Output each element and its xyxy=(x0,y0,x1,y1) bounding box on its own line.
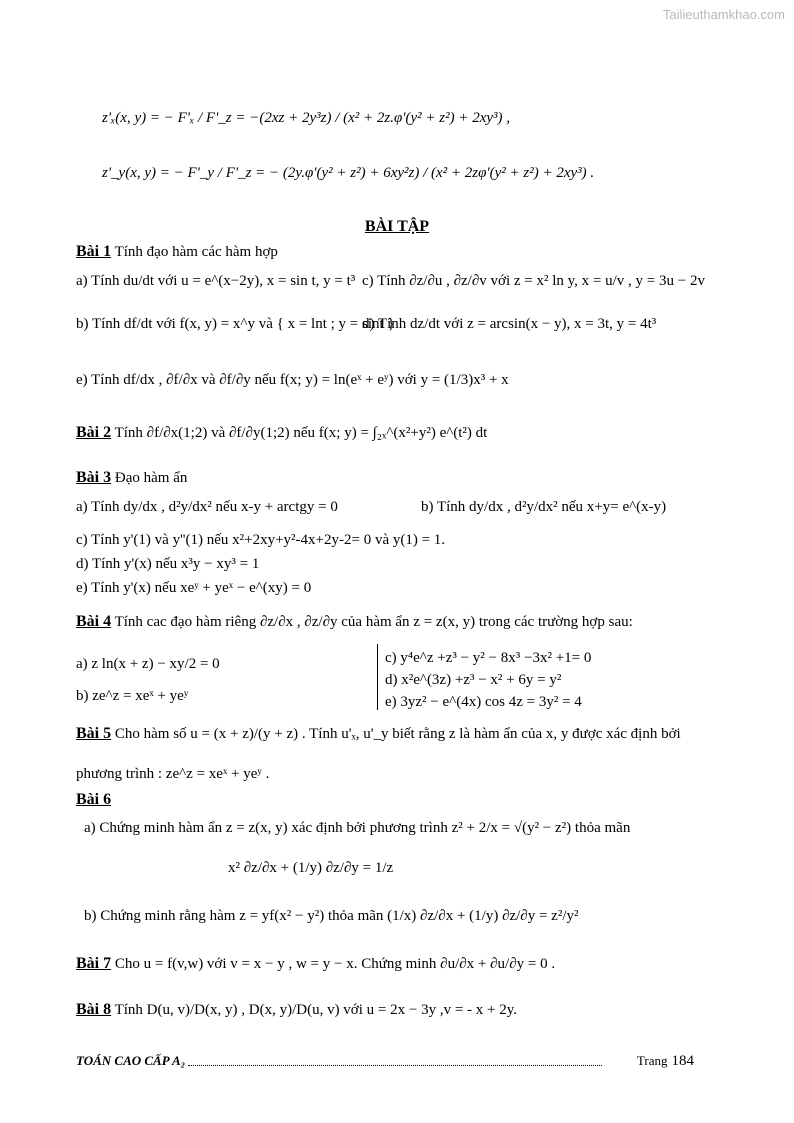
exercise-4-heading xyxy=(76,612,633,632)
exercise-6a-equation: x² ∂z/∂x + (1/y) ∂z/∂y = 1/z xyxy=(228,860,394,876)
exercise-1e: e) Tính df/dx , ∂f/∂x và ∂f/∂y nếu f(x; y) = ln(eˣ + eʸ) với y = (1/3)x³ + x xyxy=(76,372,509,388)
footer-course-title: TOÁN CAO CẤP A₂ xyxy=(76,1053,186,1068)
exercise-4-heading-text: Tính cac đạo hàm riêng ∂z/∂x , ∂z/∂y của hàm ẩn z = z(x, y) trong các trường hợp sau: xyxy=(111,614,633,630)
exercise-8-title: Bài 8 xyxy=(76,1001,112,1018)
exercise-4e: e) 3yz² − e^(4x) cos 4z = 3y² = 4 xyxy=(385,694,582,710)
page-footer xyxy=(76,1053,694,1069)
exercise-6-title: Bài 6 xyxy=(76,791,112,808)
exercise-8-text: Tính D(u, v)/D(x, y) , D(x, y)/D(u, v) với u = 2x − 3y ,v = - x + 2y. xyxy=(111,1002,518,1018)
exercise-7-text: Cho u = f(v,w) với v = x − y , w = y − x. Chứng minh ∂u/∂x + ∂u/∂y = 0 . xyxy=(111,956,556,972)
exercise-4-title: Bài 4 xyxy=(76,613,112,630)
exercise-3-title: Bài 3 xyxy=(76,469,112,486)
formula-partial-x: z'ₓ(x, y) = − F'ₓ / F'_z = −(2xz + 2y³z) / (x² + 2z.φ'(y² + z²) + 2xy³) , xyxy=(102,110,511,126)
exercise-3a: a) Tính dy/dx , d²y/dx² nếu x-y + arctgy = 0 xyxy=(76,499,338,515)
exercise-6b: b) Chứng minh rằng hàm z = yf(x² − y²) thỏa mãn (1/x) ∂z/∂x + (1/y) ∂z/∂y = z²/y² xyxy=(84,908,579,924)
footer-trang: Trang xyxy=(636,1053,668,1068)
exercise-4d: d) x²e^(3z) +z³ − x² + 6y = y² xyxy=(385,672,562,688)
exercise-2-text: Tính ∂f/∂x(1;2) và ∂f/∂y(1;2) nếu f(x; y) = ∫₂ₓ^(x²+y²) e^(t²) dt xyxy=(111,425,488,441)
exercise-3d: d) Tính y'(x) nếu x³y − xy³ = 1 xyxy=(76,556,260,572)
exercise-2-title: Bài 2 xyxy=(76,424,112,441)
exercise-1-heading-text: Tính đạo hàm các hàm hợp xyxy=(111,244,278,260)
section-title: BÀI TẬP xyxy=(364,218,430,235)
exercise-6-heading xyxy=(76,790,111,810)
exercise-3e: e) Tính y'(x) nếu xeʸ + yeˣ − e^(xy) = 0 xyxy=(76,580,312,596)
exercise-5-text: Cho hàm số u = (x + z)/(y + z) . Tính u'ₓ, u'_y biết rằng z là hàm ẩn của x, y được xác định bởi xyxy=(111,726,681,742)
exercise-2 xyxy=(76,423,487,443)
footer-page-label xyxy=(637,1053,694,1070)
exercise-7-title: Bài 7 xyxy=(76,955,112,972)
exercise-1-heading xyxy=(76,242,278,262)
exercise-4b: b) ze^z = xeˣ + yeʸ xyxy=(76,688,189,704)
exercise-1-title: Bài 1 xyxy=(76,243,112,260)
exercise-1c: c) Tính ∂z/∂u , ∂z/∂v với z = x² ln y, x = u/v , y = 3u − 2v xyxy=(362,273,705,289)
footer-dotted-leader xyxy=(188,1065,602,1066)
exercise-7 xyxy=(76,954,555,974)
exercise-4a: a) z ln(x + z) − xy/2 = 0 xyxy=(76,656,220,672)
formula-partial-y: z'_y(x, y) = − F'_y / F'_z = − (2y.φ'(y² + z²) + 6xy²z) / (x² + 2zφ'(y² + z²) + 2xy³) . xyxy=(102,165,595,181)
exercise-8 xyxy=(76,1000,517,1020)
column-divider xyxy=(377,644,378,710)
exercise-5-equation: phương trình : ze^z = xeˣ + yeʸ . xyxy=(76,766,270,782)
exercise-1d: d) Tính dz/dt với z = arcsin(x − y), x = 3t, y = 4t³ xyxy=(362,316,657,332)
exercise-5-title: Bài 5 xyxy=(76,725,112,742)
exercise-1b: b) Tính df/dt với f(x, y) = x^y và { x = lnt ; y = sint } xyxy=(76,316,395,332)
exercise-6a: a) Chứng minh hàm ẩn z = z(x, y) xác định bởi phương trình z² + 2/x = √(y² − z²) thỏa mãn xyxy=(84,820,631,836)
watermark: Tailieuthamkhao.com xyxy=(662,7,785,22)
exercise-3-heading xyxy=(76,468,187,488)
exercise-1a: a) Tính du/dt với u = e^(x−2y), x = sin t, y = t³ xyxy=(76,273,356,289)
exercise-3-heading-text: Đạo hàm ẩn xyxy=(111,470,188,486)
exercise-5 xyxy=(76,724,681,744)
footer-page-number: 184 xyxy=(671,1053,694,1069)
exercise-3b: b) Tính dy/dx , d²y/dx² nếu x+y= e^(x-y) xyxy=(421,499,667,515)
exercise-4c: c) y⁴e^z +z³ − y² − 8x³ −3x² +1= 0 xyxy=(385,650,592,666)
exercise-3c: c) Tính y'(1) và y''(1) nếu x²+2xy+y²-4x+2y-2= 0 và y(1) = 1. xyxy=(76,532,446,548)
